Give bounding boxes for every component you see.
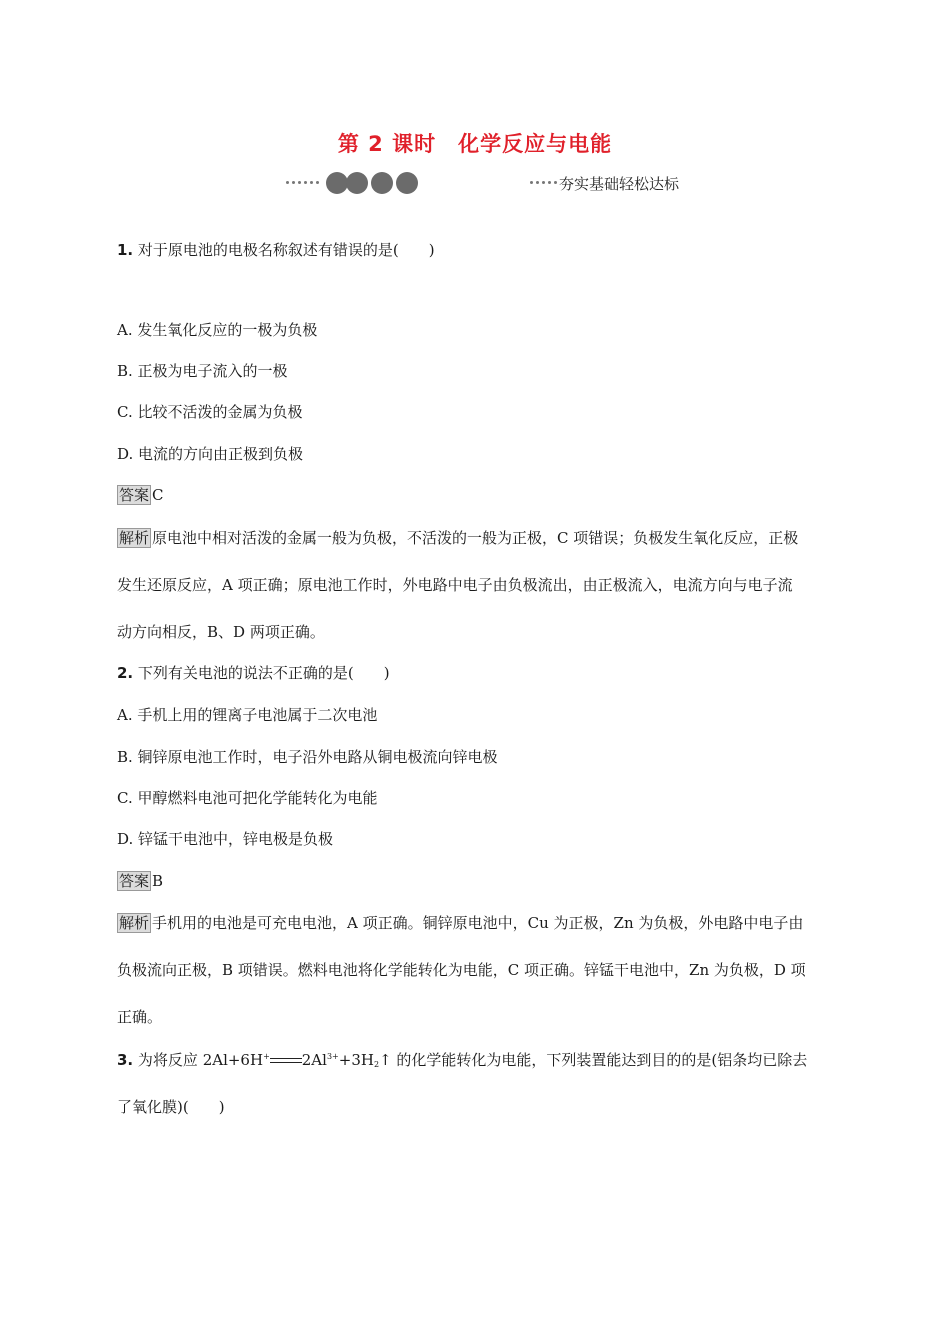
ion-charge: + [263, 1052, 270, 1061]
question-3-stem-line-1 [117, 1050, 807, 1070]
question-2-analysis-line-1 [117, 913, 803, 933]
question-text: 的化学能转化为电能，下列装置能达到目的的是(铝条均已除去 [391, 1051, 808, 1069]
analysis-tag: 解析 [119, 914, 150, 932]
question-2-option-d: D. 锌锰干电池中，锌电极是负极 [117, 830, 334, 848]
question-2-option-b: B. 铜锌原电池工作时，电子沿外电路从铜电极流向锌电极 [117, 748, 498, 766]
question-2-stem [117, 663, 390, 683]
question-1-option-b: B. 正极为电子流入的一极 [117, 362, 288, 380]
question-1-option-d: D. 电流的方向由正极到负极 [117, 445, 304, 463]
page-title: 第 2 课时 化学反应与电能 [337, 132, 613, 156]
question-1-stem [117, 240, 435, 260]
circle-decoration [396, 172, 418, 194]
question-text: 对于原电池的电极名称叙述有错误的是( ) [133, 241, 435, 259]
answer-tag: 答案 [119, 486, 150, 504]
question-number: 1. [117, 241, 134, 259]
analysis-tag: 解析 [119, 529, 150, 547]
question-2-option-c: C. 甲醇燃料电池可把化学能转化为电能 [117, 789, 378, 807]
question-2-analysis-line-3: 正确。 [117, 1008, 163, 1026]
ion-charge: 3+ [326, 1052, 339, 1061]
equation-right-gas: +3H [338, 1051, 374, 1069]
question-text: 下列有关电池的说法不正确的是( ) [133, 664, 390, 682]
circle-decoration [346, 172, 368, 194]
chemical-equation [203, 1051, 392, 1069]
answer-tag: 答案 [119, 872, 150, 890]
question-number: 3. [117, 1051, 134, 1069]
analysis-text: 原电池中相对活泼的金属一般为负极，不活泼的一般为正极，C 项错误；负极发生氧化反应，正极 [152, 529, 799, 547]
gas-arrow: ↑ [379, 1051, 392, 1069]
analysis-text: 手机用的电池是可充电电池，A 项正确。铜锌原电池中，Cu 为正极，Zn 为负极，外电路中电子由 [152, 914, 804, 932]
question-1-option-c: C. 比较不活泼的金属为负极 [117, 403, 303, 421]
question-2-analysis-line-2: 负极流向正极，B 项错误。燃料电池将化学能转化为电能，C 项正确。锌锰干电池中，Zn 为负极，D 项 [117, 961, 806, 979]
circle-decoration [371, 172, 393, 194]
subscript: 2 [373, 1060, 380, 1069]
equals-sign [270, 1057, 302, 1065]
question-2-answer [117, 871, 163, 891]
equation-right: 2Al [301, 1051, 327, 1069]
answer-value: C [152, 486, 164, 504]
dots-decoration-left [286, 181, 322, 185]
answer-value: B [152, 872, 164, 890]
question-1-answer [117, 485, 164, 505]
question-1-analysis-line-2: 发生还原反应，A 项正确；原电池工作时，外电路中电子由负极流出，由正极流入，电流方向与电子流 [117, 576, 793, 594]
question-2-option-a: A. 手机上用的锂离子电池属于二次电池 [117, 706, 378, 724]
section-banner [286, 170, 686, 196]
circle-decoration [326, 172, 348, 194]
question-3-stem-line-2: 了氧化膜)( ) [117, 1098, 225, 1116]
question-1-option-a: A. 发生氧化反应的一极为负极 [117, 321, 318, 339]
question-1-analysis-line-3: 动方向相反，B、D 两项正确。 [117, 623, 325, 641]
equation-left: 2Al+6H [202, 1051, 264, 1069]
question-number: 2. [117, 664, 134, 682]
section-label: 夯实基础轻松达标 [559, 175, 680, 193]
question-1-analysis-line-1 [117, 528, 798, 548]
question-text: 为将反应 [133, 1051, 203, 1069]
dots-decoration-right [530, 181, 560, 185]
